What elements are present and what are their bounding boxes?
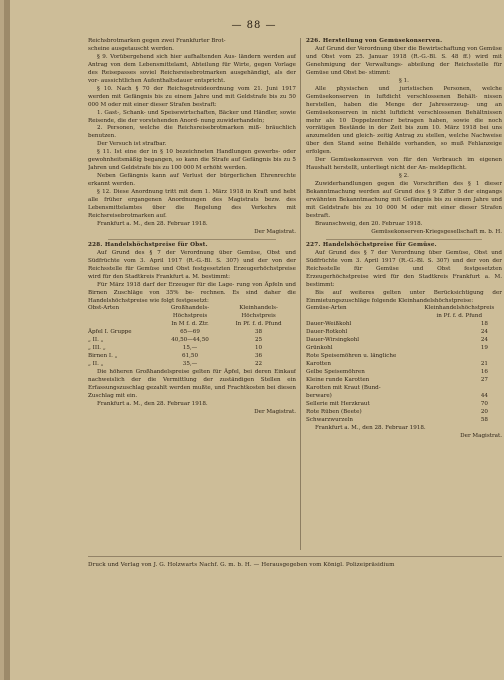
table-row — [306, 385, 502, 393]
notice-228-body: Für März 1918 darf der Erzeuger für die Lage- rung von Äpfeln und Birnen Zuschläge von 35% be- rechnen. Es sind daher die Handelshöchstpreise wie folgt festgesetzt: — [88, 281, 296, 304]
table-row — [88, 345, 296, 353]
table-row — [88, 361, 296, 369]
section-9: § 9. Vorübergehend sich hier aufhaltenden Aus- ländern werden auf Antrag von dem Lebensmittelamt, Abteilung für Wirte, gegen Vorlage des Reisepasses soviel Reichsreisebrotmarken ausgehändigt, als der vor- aussichtlichen Aufenthaltsdauer entspricht. — [88, 53, 296, 84]
table-header-cell: Gemüse-Arten — [306, 305, 347, 312]
table-cell: 24 — [480, 329, 488, 336]
table-header-row — [306, 313, 502, 321]
table-cell — [417, 385, 502, 393]
left-line-1: Reichsbrotmarken gegen zwei Frankfurter Brot- — [88, 38, 226, 44]
table-cell: Schwarzwurzeln — [306, 416, 354, 423]
section-1-title: § 1. — [399, 77, 409, 84]
table-cell — [417, 353, 502, 361]
signature-magistrat-3: Der Magistrat. — [460, 432, 502, 439]
page-number: — 88 — — [231, 20, 277, 31]
table-row — [306, 393, 502, 401]
section-10-note: Der Versuch ist strafbar. — [97, 141, 167, 148]
table-cell: 16 — [480, 369, 488, 376]
table-cell: Dauer-Weißkohl — [306, 321, 352, 328]
section-2-signature: Gemüsekonserven-Kriegsgesellschaft m. b. H. — [371, 228, 502, 235]
heading-228: 228. Handelshöchstpreise für Obst. — [88, 241, 208, 248]
document-page — [4, 0, 504, 680]
table-row — [88, 337, 296, 345]
table-cell: 65—69 — [180, 329, 200, 336]
table-cell: 38 — [255, 329, 263, 336]
table-cell: „ III. „ — [88, 345, 106, 352]
table-cell: Dauer-Rotkohl — [306, 329, 348, 336]
fruit-price-table — [88, 305, 296, 369]
table-header-cell: Höchstpreis — [172, 313, 208, 320]
section-10: § 10. Nach § 70 der Reichsgetreideordnung vom 21. Juni 1917 werden mit Gefängnis bis zu einem Jahre und mit Geldstrafe bis zu 50 000 M oder mit einer dieser Strafen bestraft: — [88, 85, 296, 108]
table-cell: „ II. „ — [88, 337, 104, 344]
table-cell: 19 — [480, 345, 488, 352]
table-row — [306, 401, 502, 409]
signature-magistrat-1: Der Magistrat. — [254, 228, 296, 235]
table-row — [306, 361, 502, 369]
table-header-cell: Großhandels- — [170, 305, 210, 312]
table-row — [306, 329, 502, 337]
table-cell: Kleine runde Karotten — [306, 377, 370, 384]
table-cell: 61,50 — [182, 353, 199, 360]
signature-magistrat-2: Der Magistrat. — [254, 408, 296, 415]
section-12: § 12. Diese Anordnung tritt mit dem 1. März 1918 in Kraft und hebt alle früher ergangenen Anordnungen des Magistrats bezw. des Lebensmittelamtes über die Regelung des Verkehrs mit Reichsreisebrotmarken auf. — [88, 189, 296, 219]
table-header-cell: Höchstpreis — [241, 313, 276, 320]
table-cell: 36 — [255, 353, 263, 360]
notice-228-date: Frankfurt a. M., den 28. Februar 1918. — [97, 400, 208, 407]
table-cell: 18 — [480, 321, 488, 328]
page-spine — [4, 0, 10, 680]
table-cell: Rote Rüben (Beete) — [306, 408, 362, 415]
section-2-title: § 2. — [399, 173, 409, 180]
table-cell: Äpfel I. Gruppe — [88, 329, 132, 336]
notice-227-body: Bis auf weiteres gelten unter Berücksichtigung der Einmietungszuschläge folgende Kleinhandelshöchstpreise: — [306, 289, 502, 304]
right-column — [306, 38, 502, 441]
table-cell: Rote Speisemöhren u. längliche — [306, 353, 397, 360]
table-header-cell: In Pf. f. d. Pfund — [235, 321, 282, 328]
table-cell: 22 — [255, 361, 263, 368]
notice-227-intro: Auf Grund des § 7 der Verordnung über Gemüse, Obst und Südfrüchte vom 3. April 1917 (R.-G.-Bl. S. 307) und der von der Reichsstelle für Gemüse und Obst festgesetzten Erzeugerhöchstpreise wird für den Stadtkreis Frankfurt a. M. bestimmt: — [306, 249, 502, 288]
section-1-note: Der Gemüsekonserven von für den Verbrauch im eigenen Haushalt herstellt, unterliegt nicht der An- meldepflicht. — [306, 157, 502, 172]
table-cell: Grünkohl — [306, 345, 333, 352]
table-header-cell — [88, 313, 159, 321]
heading-226: 226. Herstellung von Gemüsekonserven. — [306, 38, 443, 44]
table-row — [88, 329, 296, 337]
left-line-2: scheine ausgetauscht werden. — [88, 45, 174, 52]
table-cell: Dauer-Wirsingkohl — [306, 337, 360, 344]
table-row — [306, 353, 502, 361]
table-header-cell: Kleinhandels- — [239, 305, 278, 312]
table-cell: Karotten — [306, 361, 331, 368]
section-10-item-2: 2. Personen, welche die Reichsreisebrotmarken miß- bräuchlich benutzen. — [88, 125, 296, 140]
table-row — [88, 353, 296, 361]
separator-rule — [108, 239, 276, 240]
table-cell: 35,— — [182, 361, 198, 368]
section-1-body: Alle physischen und juristischen Personen, welche Gemüsekonserven in luftdicht verschlossenen Behält- nissen herstellen, haben die Menge der Jahreserzeug- ung an Gemüsekonserven in nicht luftdicht verschlossenen Behältnissen mehr als 10 Doppelzentner betragen haben, sowie die noch vorrätigen Bestände in der Zeit bis zum 10. März 1918 bei uns anzumelden und gleich- zeitig Antrag zu stellen, welche Nachweise über den Stand seine Behälde vorhanden, so muß Fehlanzeige erfolgen. — [306, 85, 502, 156]
section-2-date: Braunschweig, den 20. Februar 1918. — [315, 220, 423, 227]
notice-226-intro: Auf Grund der Verordnung über die Bewirtschaftung von Gemüse und Obst vom 25. Januar 1918 (R.-G.-Bl. S. 48 ff.) wird mit Genehmigung der Verwaltungs- abteilung der Reichsstelle für Gemüse und Obst be- stimmt: — [306, 45, 502, 76]
table-cell: 58 — [480, 416, 488, 423]
section-12-date: Frankfurt a. M., den 28. Februar 1918. — [97, 220, 208, 227]
imprint-footer: Druck und Verlag von J. G. Holzwarts Nachf. G. m. b. H. — Herausgegeben vom Königl. Polizeipräsidium — [88, 562, 395, 568]
vegetable-price-table — [306, 305, 502, 424]
heading-227: 227. Handelshöchstpreise für Gemüse. — [306, 241, 437, 248]
table-cell: 15,— — [182, 345, 198, 352]
table-cell: Sellerie mit Herzkraut — [306, 400, 370, 407]
table-cell: 20 — [480, 408, 488, 415]
table-cell: 40,50—44,50 — [171, 337, 209, 344]
table-row — [306, 321, 502, 329]
table-row — [306, 409, 502, 417]
notice-228-note: Die höheren Großhandelspreise gelten für Äpfel, bei deren Einkauf nachweislich der die Vermittlung der zuständigen Stellen ein Erfassungszuschlag gezahlt werden mußte, und Frachtkosten bei diesen Zuschlag mit ein. — [88, 369, 296, 399]
table-cell: Gelbe Speisemöhren — [306, 369, 365, 376]
table-cell: 10 — [255, 345, 263, 352]
separator-rule — [326, 239, 482, 240]
table-row — [306, 369, 502, 377]
section-2-body: Zuwiderhandlungen gegen die Vorschriften des § 1 dieser Bekanntmachung werden auf Grund des § 9 Ziffer 5 der eingangs erwähnten Bekanntmachung mit Gefängnis bis zu einem Jahre und mit Geldstrafe bis zu 10 000 M oder mit einer dieser Strafen bestraft. — [306, 181, 502, 219]
notice-228-intro: Auf Grund des § 7 der Verordnung über Gemüse, Obst und Südfrüchte vom 3. April 1917 (R.-G.-Bl. S. 307) und der von der Reichsstelle für Gemüse und Obst festgesetzten Erzeugerhöchstpreise wird für den Stadtkreis Frankfurt a. M. bestimmt: — [88, 249, 296, 280]
table-cell: 25 — [255, 337, 263, 344]
column-divider — [300, 38, 301, 550]
table-row — [306, 337, 502, 345]
table-cell: 21 — [480, 361, 488, 368]
table-header-cell: in Pf. f. d. Pfund — [436, 313, 483, 320]
table-header-cell: Kleinhandelshöchstpreis — [424, 305, 495, 312]
table-row — [306, 345, 502, 353]
section-10-item-1: 1. Gast-, Schank- und Speisewirtschaften, Bäcker und Händler, sowie Reisende, die der vorstehenden Anord- nung zuwiderhandeln; — [88, 109, 296, 124]
table-header-cell: In M f. d. Ztr. — [171, 321, 209, 328]
table-cell: 27 — [480, 377, 488, 384]
section-11: § 11. Ist eine der in § 10 bezeichneten Handlungen gewerbs- oder gewohnheitsmäßig begangen, so kann die Strafe auf Gefängnis bis zu 5 Jahren und Geldstrafe bis zu 100 000 M erhöht werden. — [88, 149, 296, 172]
table-row — [306, 377, 502, 385]
notice-227-date: Frankfurt a. M., den 28. Februar 1918. — [315, 424, 426, 431]
table-cell: 44 — [480, 392, 488, 399]
table-header-cell — [306, 313, 417, 321]
table-cell: „ II. „ — [88, 361, 104, 368]
table-header-row — [306, 305, 502, 313]
left-column — [88, 38, 296, 417]
table-header-row — [88, 313, 296, 321]
table-header-row — [88, 305, 296, 313]
table-row — [306, 417, 502, 425]
section-11b: Neben Gefängnis kann auf Verlust der bürgerlichen Ehrenrechte erkannt werden. — [88, 173, 296, 188]
table-cell: 70 — [480, 400, 488, 407]
table-cell: berware) — [306, 392, 332, 399]
table-cell: Birnen I. „ — [88, 353, 118, 360]
table-header-cell: Obst-Arten — [88, 305, 120, 312]
table-cell: 24 — [480, 337, 488, 344]
table-cell: Karotten mit Kraut (Bund- — [306, 384, 381, 391]
footer-rule — [88, 556, 502, 557]
